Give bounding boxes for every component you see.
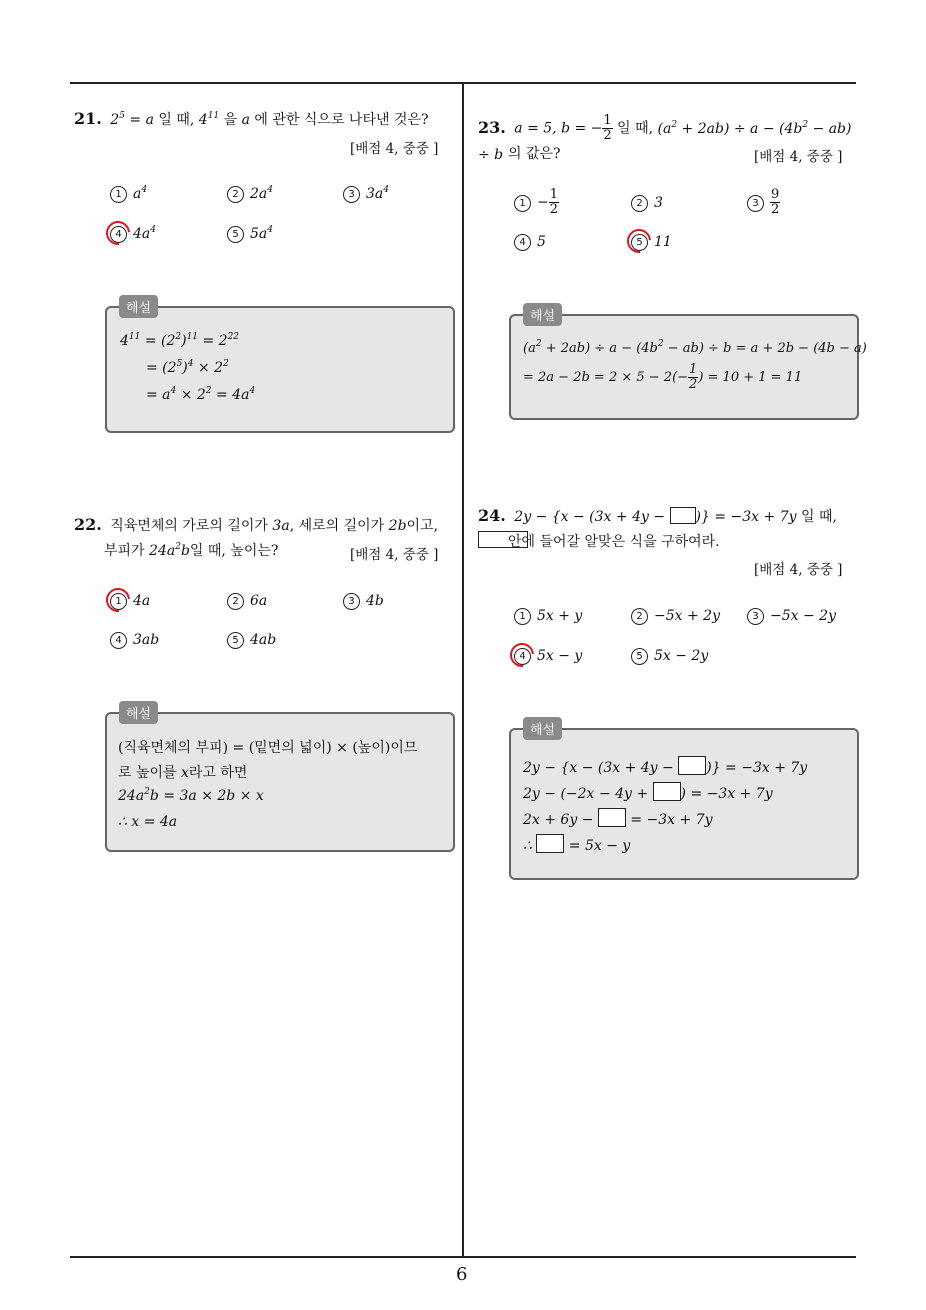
choice-number: 1	[110, 186, 127, 203]
choice-5[interactable]: 5 4ab	[227, 632, 276, 649]
choice-3[interactable]: 3 $\frac{9}{2}$	[747, 188, 780, 217]
choice-number: 5	[631, 234, 648, 251]
question-number: 24.	[478, 506, 506, 525]
question-23-line2: 의 값은?	[508, 146, 561, 162]
choice-1[interactable]: 1 − $\frac{1}{2}$	[514, 188, 559, 217]
choice-2[interactable]: 2 3	[631, 195, 663, 212]
solution-line: ∴ x = 4a	[118, 814, 178, 830]
solution-line: $4^{11} = (2^2)^{11} = 2^{22}$	[120, 332, 240, 349]
solution-line: 2x + 6y − = −3x + 7y	[523, 808, 713, 828]
solution-line: $24a^2b = 3a \times 2b \times x$	[118, 787, 264, 804]
question-22: 22. 직육면체의 가로의 길이가 3a, 세로의 길이가 2b이고,	[74, 515, 439, 534]
solution-label: 해설	[119, 295, 158, 318]
choice-number: 5	[227, 632, 244, 649]
choice-5[interactable]: 5 $5a^4$	[227, 226, 273, 243]
choice-number: 2	[227, 186, 244, 203]
choice-5[interactable]: 5 5x − 2y	[631, 648, 708, 665]
choice-number: 2	[631, 608, 648, 625]
choice-4[interactable]: 4 5x − y	[514, 648, 582, 665]
choice-number: 3	[747, 608, 764, 625]
choice-4[interactable]: 4 $4a^4$	[110, 226, 156, 243]
answer-mark	[622, 224, 656, 258]
solution-label: 해설	[523, 717, 562, 740]
question-meta: [배점 4, 중중 ]	[350, 547, 439, 563]
solution-line: 로 높이를 x라고 하면	[118, 765, 248, 781]
solution-line: ∴ = 5x − y	[523, 834, 630, 854]
question-number: 22.	[74, 515, 102, 534]
choice-number: 4	[110, 632, 127, 649]
choice-number: 2	[631, 195, 648, 212]
question-23: 23. a = 5, b = − $\frac{1}{2}$ 일 때, $(a^2 + 2ab) \div a - (4b^2 - ab) \div b$	[478, 113, 852, 163]
choice-number: 1	[514, 608, 531, 625]
bottom-rule	[70, 1256, 856, 1258]
question-21: 21. $2^5 = a$ 일 때, $4^{11}$ 을 a 에 관한 식으로 나타낸 것은?	[74, 109, 429, 128]
answer-mark	[505, 638, 539, 672]
choice-number: 3	[343, 593, 360, 610]
choice-2[interactable]: 2 −5x + 2y	[631, 608, 720, 625]
question-24-line2: 안에 들어갈 알맞은 식을 구하여라.	[508, 534, 720, 550]
page-number: 6	[456, 1264, 468, 1285]
solution-label: 해설	[523, 303, 562, 326]
solution-line: = 2a − 2b = 2 × 5 − 2(− $\frac{1}{2}$ ) = 10 + 1 = 11	[523, 362, 803, 392]
question-number: 21.	[74, 109, 102, 128]
blank-box	[670, 507, 696, 524]
choice-3[interactable]: 3 4b	[343, 593, 384, 610]
solution-line: = $(2^5)^4 \times 2^2$	[146, 359, 229, 376]
answer-mark	[101, 216, 135, 250]
choice-1[interactable]: 1 4a	[110, 593, 150, 610]
question-22-line2: 부피가 $24a^2b$일 때, 높이는?	[104, 542, 279, 559]
choice-1[interactable]: 1 $a^4$	[110, 186, 147, 203]
blank-box	[678, 756, 706, 775]
solution-line: = $a^4 \times 2^2 = 4a^4$	[146, 386, 256, 403]
choice-number: 4	[514, 234, 531, 251]
question-number: 23.	[478, 117, 506, 137]
solution-line: (직육면체의 부피) = (밑면의 넓이) × (높이)이므	[118, 740, 418, 756]
choice-number: 1	[110, 593, 127, 610]
choice-4[interactable]: 4 3ab	[110, 632, 159, 649]
answer-mark	[101, 583, 135, 617]
blank-box	[536, 834, 564, 853]
solution-line: 2y − {x − (3x + 4y − )} = −3x + 7y	[523, 756, 807, 776]
choice-number: 5	[227, 226, 244, 243]
solution-box	[105, 712, 455, 852]
choice-3[interactable]: 3 $3a^4$	[343, 186, 389, 203]
solution-label: 해설	[119, 701, 158, 724]
choice-4[interactable]: 4 5	[514, 234, 546, 251]
choice-number: 3	[747, 195, 764, 212]
choice-number: 5	[631, 648, 648, 665]
blank-box	[598, 808, 626, 827]
choice-number: 2	[227, 593, 244, 610]
choice-number: 4	[514, 648, 531, 665]
column-divider	[462, 82, 464, 1257]
choice-5[interactable]: 5 11	[631, 234, 672, 251]
question-24: 24. 2y − {x − (3x + 4y − )} = −3x + 7y 일 때,	[478, 504, 868, 553]
question-meta: [배점 4, 중중 ]	[754, 562, 843, 578]
choice-number: 4	[110, 226, 127, 243]
choice-2[interactable]: 2 6a	[227, 593, 267, 610]
question-meta: [배점 4, 중중 ]	[754, 149, 843, 165]
solution-line: $(a^2 + 2ab) \div a - (4b^2 - ab) \div b = a + 2b - (4b - a)$	[523, 339, 867, 356]
blank-box	[653, 782, 681, 801]
question-meta: [배점 4, 중중 ]	[350, 141, 439, 157]
choice-number: 1	[514, 195, 531, 212]
solution-line: 2y − (−2x − 4y + ) = −3x + 7y	[523, 782, 773, 802]
choice-number: 3	[343, 186, 360, 203]
choice-3[interactable]: 3 −5x − 2y	[747, 608, 836, 625]
choice-1[interactable]: 1 5x + y	[514, 608, 582, 625]
solution-box	[509, 728, 859, 880]
choice-2[interactable]: 2 $2a^4$	[227, 186, 273, 203]
